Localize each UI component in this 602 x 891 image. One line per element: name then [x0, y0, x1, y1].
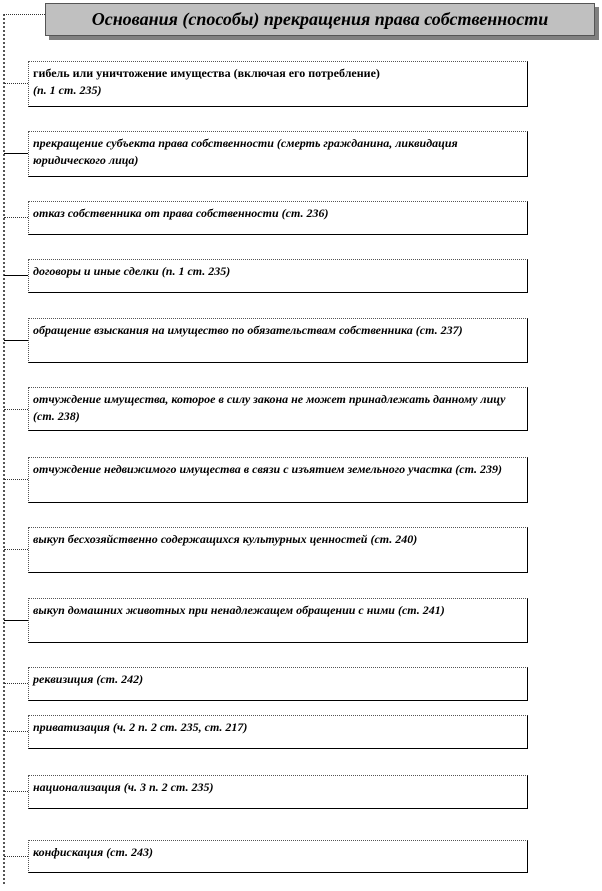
connector-line — [4, 731, 28, 732]
basis-box — [28, 667, 528, 701]
connector-trunk — [3, 14, 5, 884]
connector-line — [4, 83, 28, 84]
basis-text: договоры и иные сделки (п. 1 ст. 235) — [33, 264, 231, 278]
connector-line — [4, 479, 28, 480]
connector-line — [4, 620, 28, 621]
diagram-title: Основания (способы) прекращения права собственности — [45, 3, 595, 36]
basis-text: национализация (ч. 3 п. 2 ст. 235) — [33, 780, 214, 794]
basis-text: конфискация (ст. 243) — [33, 845, 153, 859]
connector-title — [4, 14, 45, 15]
connector-line — [4, 217, 28, 218]
connector-line — [4, 409, 28, 410]
basis-box — [28, 259, 528, 293]
basis-text: отчуждение имущества, которое в силу закона не может принадлежать данному лицу (ст. 238) — [33, 392, 506, 423]
basis-text: выкуп бесхозяйственно содержащихся культурных ценностей (ст. 240) — [33, 532, 418, 546]
basis-text: отказ собственника от права собственности (ст. 236) — [33, 206, 329, 220]
basis-text: приватизация (ч. 2 п. 2 ст. 235, ст. 217) — [33, 720, 248, 734]
basis-box — [28, 457, 528, 503]
basis-box — [28, 387, 528, 431]
basis-text: выкуп домашних животных при ненадлежащем обращении с ними (ст. 241) — [33, 603, 445, 617]
basis-text: гибель или уничтожение имущества (включая его потребление) — [33, 66, 380, 80]
basis-box — [28, 715, 528, 749]
basis-text: реквизиция (ст. 242) — [33, 672, 144, 686]
basis-box — [28, 318, 528, 363]
basis-box — [28, 775, 528, 809]
connector-line — [4, 791, 28, 792]
basis-box — [28, 61, 528, 107]
basis-box — [28, 131, 528, 177]
connector-line — [4, 856, 28, 857]
connector-line — [4, 683, 28, 684]
basis-text: прекращение субъекта права собственности (смерть гражданина, ликвидация юридического лица) — [33, 136, 458, 167]
basis-text: обращение взыскания на имущество по обязательствам собственника (ст. 237) — [33, 323, 463, 337]
basis-ref: (п. 1 ст. 235) — [33, 83, 102, 97]
basis-box — [28, 201, 528, 235]
connector-line — [4, 340, 28, 341]
basis-box — [28, 527, 528, 573]
connector-line — [4, 153, 28, 154]
connector-line — [4, 275, 28, 276]
basis-box — [28, 598, 528, 643]
basis-text: отчуждение недвижимого имущества в связи с изъятием земельного участка (ст. 239) — [33, 462, 503, 476]
basis-box — [28, 840, 528, 873]
connector-line — [4, 549, 28, 550]
